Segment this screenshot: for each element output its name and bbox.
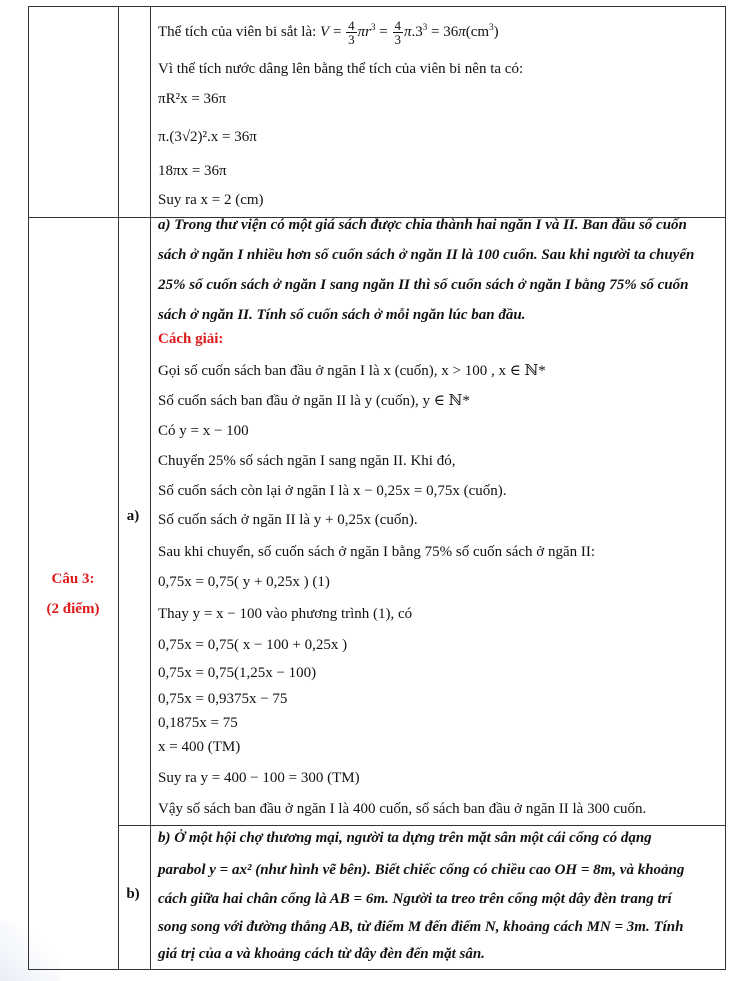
solution-step: Sau khi chuyển, số cuốn sách ở ngăn I bằng 75% số cuốn sách ở ngăn II: <box>158 544 596 560</box>
problem-a-text: sách ở ngăn I nhiều hơn số cuốn sách ở ngăn II là 100 cuốn. Sau khi người ta chuyển <box>158 247 695 263</box>
method-heading: Cách giải: <box>158 331 224 347</box>
fraction-4-3: $\frac{4}{3}$ <box>348 18 355 48</box>
solution-step: x = 400 (TM) <box>158 739 241 755</box>
solution-step: 0,75x = 0,75(1,25x − 100) <box>158 665 317 681</box>
fraction-4-3: $\frac{4}{3}$ <box>394 18 401 48</box>
table-row-divider-2 <box>118 825 725 826</box>
solution-step: Suy ra y = 400 − 100 = 300 (TM) <box>158 770 360 786</box>
equation-line: πR²x = 36π <box>158 91 227 107</box>
question-label <box>28 564 118 624</box>
solution-step: Có y = x − 100 <box>158 423 249 439</box>
result-line: Suy ra x = 2 (cm) <box>158 192 264 208</box>
solution-step: Số cuốn sách ban đầu ở ngăn II là y (cuốn), y ∈ ℕ* <box>158 393 470 409</box>
problem-b-text: giá trị của a và khoảng cách từ dây đèn đến mặt sân. <box>158 946 485 962</box>
solution-step: 0,1875x = 75 <box>158 715 238 731</box>
solution-step: Thay y = x − 100 vào phương trình (1), có <box>158 606 413 622</box>
problem-b-text: cách giữa hai chân cổng là AB = 6m. Người ta treo trên cổng một dây đèn trang trí <box>158 891 672 907</box>
solution-step: Chuyển 25% số sách ngăn I sang ngăn II. Khi đó, <box>158 453 456 469</box>
solution-step: Gọi số cuốn sách ban đầu ở ngăn I là x (cuốn), x > 100 , x ∈ ℕ* <box>158 363 546 379</box>
problem-a-text: a) Trong thư viện có một giá sách được chia thành hai ngăn I và II. Ban đầu số cuốn <box>158 217 687 233</box>
solution-step: 0,75x = 0,75( x − 100 + 0,25x ) <box>158 637 348 653</box>
solution-step: Số cuốn sách ở ngăn II là y + 0,25x (cuốn). <box>158 512 418 528</box>
part-b-label: b) <box>126 886 140 902</box>
question-points: (2 điểm) <box>46 601 100 617</box>
solution-step: 0,75x = 0,75( y + 0,25x ) (1) <box>158 574 330 590</box>
part-a-label: a) <box>126 508 140 524</box>
solution-step: 0,75x = 0,9375x − 75 <box>158 691 288 707</box>
problem-b-text: parabol y = ax² (như hình vẽ bên). Biết chiếc cổng có chiều cao OH = 8m, và khoảng <box>158 862 685 878</box>
problem-b-text: song song với đường thẳng AB, từ điểm M đến điểm N, khoảng cách MN = 3m. Tính <box>158 919 684 935</box>
problem-a-text: 25% số cuốn sách ở ngăn I sang ngăn II thì số cuốn sách ở ngăn I bằng 75% số cuốn <box>158 277 689 293</box>
volume-reason: Vì thể tích nước dâng lên bằng thể tích của viên bi nên ta có: <box>158 61 524 77</box>
equation-line: π.(3√2)².x = 36π <box>158 129 257 145</box>
question-number: Câu 3: <box>51 571 95 587</box>
problem-b-text: b) Ở một hội chợ thương mại, người ta dựng trên mặt sân một cái cổng có dạng <box>158 830 652 846</box>
solution-conclusion: Vậy số sách ban đầu ở ngăn I là 400 cuốn, số sách ban đầu ở ngăn II là 300 cuốn. <box>158 801 647 817</box>
problem-a-text: sách ở ngăn II. Tính số cuốn sách ở mỗi ngăn lúc ban đầu. <box>158 307 526 323</box>
volume-statement: Thể tích của viên bi sắt là: V = $\frac{4}{3}$ $\pi r^3$ = $\frac{4}{3}$ $\pi.3^3 = 36\pi(cm^3)$ <box>158 18 499 48</box>
solution-step: Số cuốn sách còn lại ở ngăn I là x − 0,25x = 0,75x (cuốn). <box>158 483 507 499</box>
equation-line: 18πx = 36π <box>158 163 227 179</box>
